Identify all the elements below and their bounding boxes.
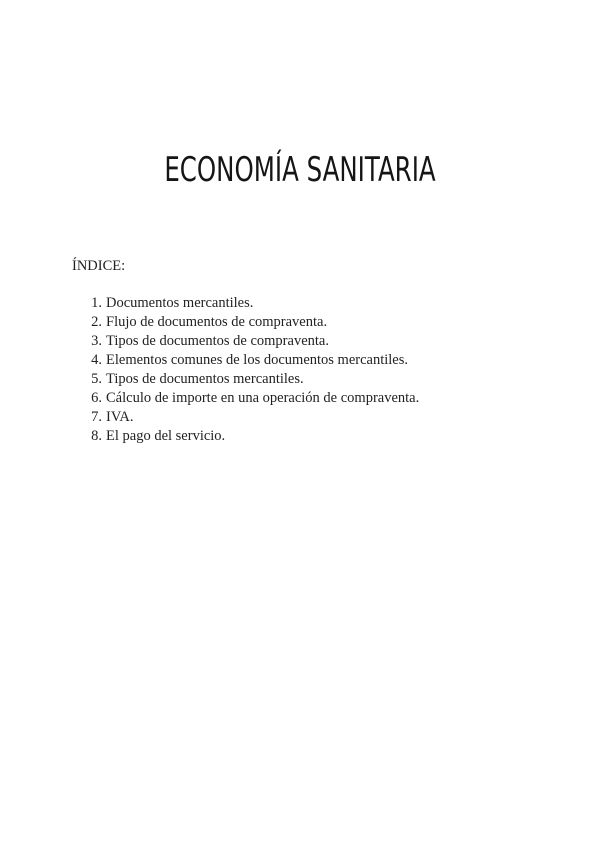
toc-item [0,332,419,351]
toc-item [0,294,419,313]
toc-item [0,408,419,427]
index-heading: ÍNDICE: [72,258,126,274]
toc-item-text: Tipos de documentos de compraventa. [106,333,329,349]
toc-item-number: 2. [91,314,102,330]
toc-item [0,370,419,389]
toc-item [0,427,419,446]
toc-item-text: El pago del servicio. [106,428,226,444]
toc-item-number: 8. [91,428,102,444]
toc-item-number: 7. [91,409,102,425]
toc-item [0,389,419,408]
toc-item-text: Documentos mercantiles. [106,295,254,311]
toc-item-text: Flujo de documentos de compraventa. [106,314,328,330]
table-of-contents [0,294,419,446]
toc-item-text: Cálculo de importe en una operación de compraventa. [106,390,420,406]
toc-item [0,351,419,370]
document-title: ECONOMÍA SANITARIA [164,150,436,190]
toc-item-number: 6. [91,390,102,406]
toc-item-text: IVA. [106,409,134,425]
toc-item-number: 5. [91,371,102,387]
toc-item-text: Tipos de documentos mercantiles. [106,371,304,387]
toc-item-number: 1. [91,295,102,311]
toc-item [0,313,419,332]
toc-item-number: 4. [91,352,102,368]
toc-item-number: 3. [91,333,102,349]
toc-item-text: Elementos comunes de los documentos mercantiles. [106,352,409,368]
